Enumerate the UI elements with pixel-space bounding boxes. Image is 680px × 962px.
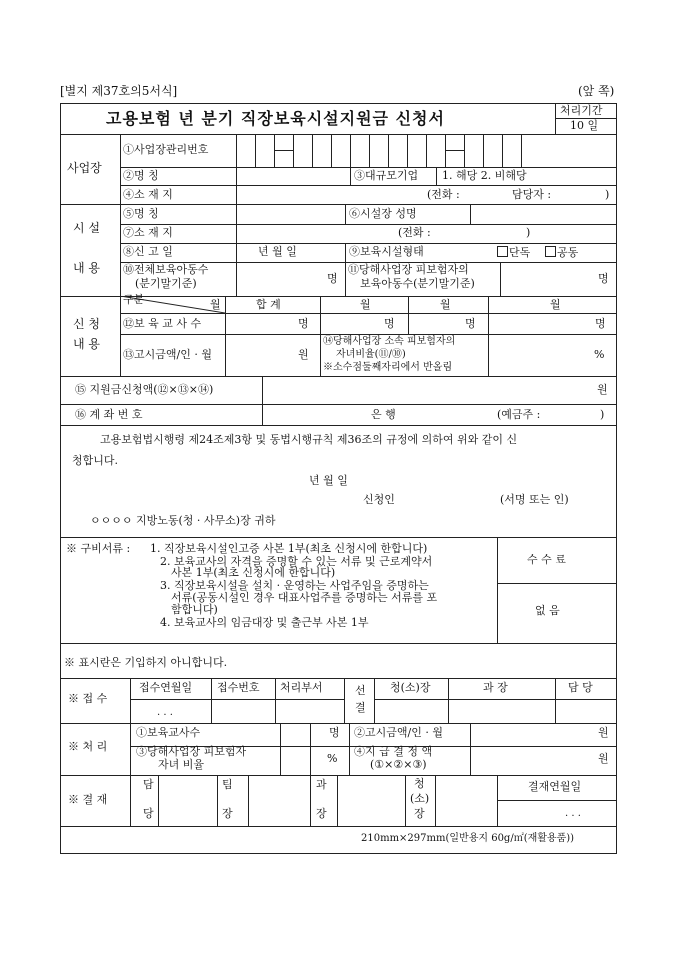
form-option-joint[interactable]: 공동 xyxy=(545,246,578,260)
facility-close-paren: ) xyxy=(526,226,531,239)
sign-dam-1: 담 xyxy=(143,778,154,791)
sign-tim-2: 장 xyxy=(222,807,233,820)
declaration-line-2: 청합니다. xyxy=(72,454,119,467)
doc-item-1: 1. 직장보육시설인고증 사본 1부(최초 신청시에 한합니다) xyxy=(150,542,428,555)
ratio-label-1: ⑭당해사업장 소속 피보험자의 xyxy=(323,336,456,347)
form-code: [별지 제37호의5서식] xyxy=(60,84,178,98)
receipt-date-dots: . . . xyxy=(157,707,173,718)
col-total: 합 계 xyxy=(256,298,281,311)
section-facility-top: 시 설 xyxy=(73,221,100,235)
declaration-signature: (서명 또는 인) xyxy=(500,493,569,506)
sign-date-label: 결재연월일 xyxy=(528,780,582,793)
receipt-date-label: 접수연월일 xyxy=(139,681,193,694)
approval-section-chief: 과 장 xyxy=(483,681,508,694)
insured-children-label-2: 보육아동수(분기말기준) xyxy=(360,277,475,290)
sign-dam-2: 당 xyxy=(143,807,154,820)
ratio-unit: % xyxy=(594,348,605,361)
large-company-label: ③대규모기업 xyxy=(354,169,419,182)
total-children-label-2: (분기말기준) xyxy=(135,277,197,290)
total-children-label-1: ⑩전체보육아동수 xyxy=(123,263,209,276)
teachers-unit-m2: 명 xyxy=(465,317,476,330)
doc-item-2b: 사본 1부(최초 신청시에 한합니다) xyxy=(171,566,336,579)
receipt-no-label: 접수번호 xyxy=(217,681,260,694)
dept-label: 처리부서 xyxy=(280,681,323,694)
declaration-date: 년 월 일 xyxy=(309,474,348,487)
process-ratio-label-1: ③당해사업장 피보험자 xyxy=(136,745,247,758)
sign-gwa-1: 과 xyxy=(316,778,327,791)
sign-label: ※ 결 재 xyxy=(68,793,108,806)
sign-date-dots: . . . xyxy=(565,808,581,819)
approval-label-2: 결 xyxy=(355,701,366,714)
business-close-paren: ) xyxy=(605,188,610,201)
sign-chung-3: 장 xyxy=(414,807,425,820)
business-phone-label: (전화 : xyxy=(427,188,460,201)
section-facility-bottom: 내 용 xyxy=(73,261,100,275)
section-application-bottom: 내 용 xyxy=(73,337,100,351)
facility-name-label: ⑤명 칭 xyxy=(123,207,159,220)
doc-item-4: 4. 보육교사의 임금대장 및 출근부 사본 1부 xyxy=(160,616,369,629)
business-name-label: ②명 칭 xyxy=(123,169,159,182)
doc-item-2a: 2. 보육교사의 자격을 증명할 수 있는 서류 및 근로계약서 xyxy=(160,555,433,568)
process-label: ※ 처 리 xyxy=(68,740,108,753)
process-ratio-label-2: 자녀 비율 xyxy=(158,758,205,771)
col-month-header: 월 xyxy=(210,298,221,311)
teachers-unit-m3: 명 xyxy=(595,317,606,330)
col-division: 구분 xyxy=(123,293,145,306)
approval-chief: 청(소)장 xyxy=(390,681,431,694)
business-contact-label: 담당자 : xyxy=(512,188,552,201)
page-side: (앞 쪽) xyxy=(578,84,615,98)
account-label: ⑯ 계 좌 번 호 xyxy=(75,408,143,421)
col-month-1: 월 xyxy=(360,298,371,311)
facility-address-label: ⑦소 재 지 xyxy=(123,226,173,239)
declaration-office: ㅇㅇㅇㅇ 지방노동(청 · 사무소)장 귀하 xyxy=(90,514,276,527)
checkbox-icon xyxy=(497,246,508,257)
sign-chung-1: 청 xyxy=(414,777,425,790)
grant-amount-unit: 원 xyxy=(597,383,608,396)
process-notice-unit: 원 xyxy=(598,726,609,739)
large-company-options[interactable]: 1. 해당 2. 비해당 xyxy=(442,169,527,182)
process-decision-unit: 원 xyxy=(598,752,609,765)
report-date-label: ⑧신 고 일 xyxy=(123,245,173,258)
facility-form-label: ⑨보육시설형태 xyxy=(349,245,424,258)
teachers-label: ⑫보 육 교 사 수 xyxy=(123,317,202,330)
sign-chung-2: (소) xyxy=(410,792,430,805)
declaration-line-1: 고용보험법시행령 제24조제3항 및 동법시행규칙 제36조의 규정에 의하여 위와 같이 신 xyxy=(100,433,518,446)
form-title: 고용보험 년 분기 직장보육시설지원금 신청서 xyxy=(106,109,445,128)
col-month-3: 월 xyxy=(550,298,561,311)
mgmt-no-label: ①사업장관리번호 xyxy=(123,143,209,156)
paper-spec: 210mm×297mm(일반용지 60g/㎡(재활용품)) xyxy=(361,833,575,844)
doc-item-3b: 서류(공동시설인 경우 대표사업주를 증명하는 서류를 포 xyxy=(171,591,438,604)
process-teachers-label: ①보육교사수 xyxy=(136,726,201,739)
facility-phone-label: (전화 : xyxy=(398,226,431,239)
business-address-label: ④소 재 지 xyxy=(123,188,173,201)
sign-tim-1: 팀 xyxy=(222,778,233,791)
fee-label: 수 수 료 xyxy=(527,553,566,566)
section-business: 사업장 xyxy=(67,161,102,175)
col-month-2: 월 xyxy=(440,298,451,311)
fee-value: 없 음 xyxy=(535,604,560,617)
teachers-unit-m1: 명 xyxy=(384,317,395,330)
approval-officer: 담 당 xyxy=(568,681,593,694)
processing-period-label: 처리기간 xyxy=(560,104,603,117)
account-holder: (예금주 : xyxy=(497,408,541,421)
account-bank: 은 행 xyxy=(371,408,396,421)
notice-amount-unit: 원 xyxy=(298,348,309,361)
form-option-single[interactable]: 단독 xyxy=(497,246,530,260)
teachers-unit-total: 명 xyxy=(298,317,309,330)
sign-gwa-2: 장 xyxy=(316,807,327,820)
approval-label-1: 선 xyxy=(355,684,366,697)
documents-label: ※ 구비서류 : xyxy=(66,542,131,555)
process-decision-label-1: ④지 급 결 정 액 xyxy=(354,745,433,758)
doc-item-3c: 함합니다) xyxy=(171,603,218,616)
ratio-label-3: ※소수점둘째자리에서 반올림 xyxy=(323,362,453,373)
section-application-top: 신 청 xyxy=(73,317,100,331)
report-date: 년 월 일 xyxy=(258,245,297,258)
office-notice: ※ 표시란은 기입하지 아니합니다. xyxy=(64,656,228,669)
process-teachers-unit: 명 xyxy=(329,726,340,739)
ratio-label-2: 자녀비율(⑪/⑩) xyxy=(336,349,406,360)
doc-item-3a: 3. 직장보육시설을 설치 · 운영하는 사업주임을 증명하는 xyxy=(160,579,429,592)
process-decision-label-2: (①×②×③) xyxy=(370,758,427,771)
checkbox-icon xyxy=(545,246,556,257)
insured-children-label-1: ⑪당해사업장 피보험자의 xyxy=(348,263,469,276)
process-ratio-unit: % xyxy=(327,752,338,765)
process-notice-label: ②고시금액/인 · 월 xyxy=(354,726,443,739)
account-close-paren: ) xyxy=(600,408,605,421)
declaration-applicant: 신청인 xyxy=(363,493,395,506)
insured-children-unit: 명 xyxy=(598,272,609,285)
notice-amount-label: ⑬고시금액/인 · 월 xyxy=(123,348,212,361)
receipt-label: ※ 접 수 xyxy=(68,692,108,705)
total-children-unit: 명 xyxy=(327,272,338,285)
facility-head-label: ⑥시설장 성명 xyxy=(349,207,417,220)
processing-period-value: 10 일 xyxy=(570,119,599,132)
grant-amount-label: ⑮ 지원금신청액(⑫×⑬×⑭) xyxy=(75,383,214,396)
